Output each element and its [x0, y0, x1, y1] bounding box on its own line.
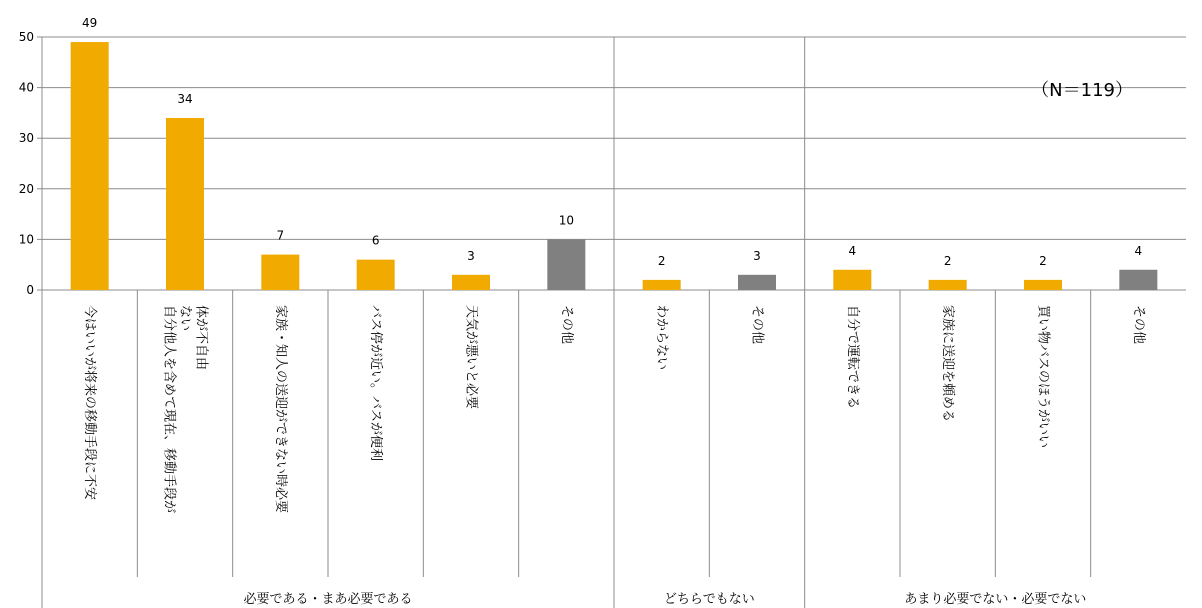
y-tick-label: 20 — [18, 181, 34, 196]
bar — [929, 280, 967, 290]
data-label: 3 — [467, 248, 475, 263]
bar — [261, 255, 299, 290]
bar — [643, 280, 681, 290]
y-tick-label: 40 — [18, 80, 34, 95]
category-label: 今はいいが将来の移動手段に不安 — [82, 305, 98, 501]
y-tick-label: 30 — [18, 131, 34, 146]
bar — [1119, 270, 1157, 290]
category-label: 自分他人を含めて現在、移動手段が — [161, 305, 177, 514]
bar — [71, 42, 109, 290]
group-label: あまり必要でない・必要でない — [904, 592, 1087, 607]
bar — [1024, 280, 1062, 290]
data-label: 34 — [177, 91, 193, 106]
category-label: その他 — [749, 305, 765, 345]
bar — [357, 260, 395, 290]
category-label: 体が不自由 — [193, 305, 209, 371]
group-labels — [243, 592, 1086, 607]
group-label: 必要である・まあ必要である — [243, 592, 413, 607]
group-label: どちらでもない — [663, 592, 755, 607]
category-label: バス停が近い。バスが便利 — [368, 305, 384, 462]
bar — [738, 275, 776, 290]
category-label: 買い物バスのほうがいい — [1035, 305, 1051, 449]
bar — [833, 270, 871, 290]
data-label: 3 — [753, 248, 761, 263]
data-label: 2 — [657, 253, 666, 268]
y-tick-label: 10 — [18, 232, 34, 247]
category-label: わからない — [654, 305, 670, 371]
bar — [166, 118, 204, 290]
category-label: 家族に送迎を頼める — [940, 305, 956, 423]
category-label: その他 — [558, 305, 574, 345]
data-label: 10 — [558, 213, 574, 228]
data-label: 6 — [371, 233, 380, 248]
category-label: 家族・知人の送迎ができない時必要 — [272, 305, 288, 514]
data-label: 7 — [276, 228, 285, 243]
category-label: その他 — [1130, 305, 1146, 345]
data-label: 4 — [848, 243, 857, 258]
sample-size-annotation: （N＝119） — [1031, 80, 1133, 101]
category-label: 自分で運転できる — [844, 305, 860, 410]
category-label: 天気が悪いと必要 — [463, 305, 479, 410]
data-label: 2 — [1039, 253, 1047, 268]
data-label: 4 — [1134, 243, 1143, 258]
data-label: 2 — [943, 253, 952, 268]
data-labels — [82, 16, 1142, 268]
data-label: 49 — [82, 16, 98, 31]
bar — [452, 275, 490, 290]
category-label: ない — [177, 305, 193, 332]
y-tick-label: 50 — [18, 30, 34, 44]
bar — [547, 239, 585, 290]
y-tick-label: 0 — [26, 283, 34, 297]
